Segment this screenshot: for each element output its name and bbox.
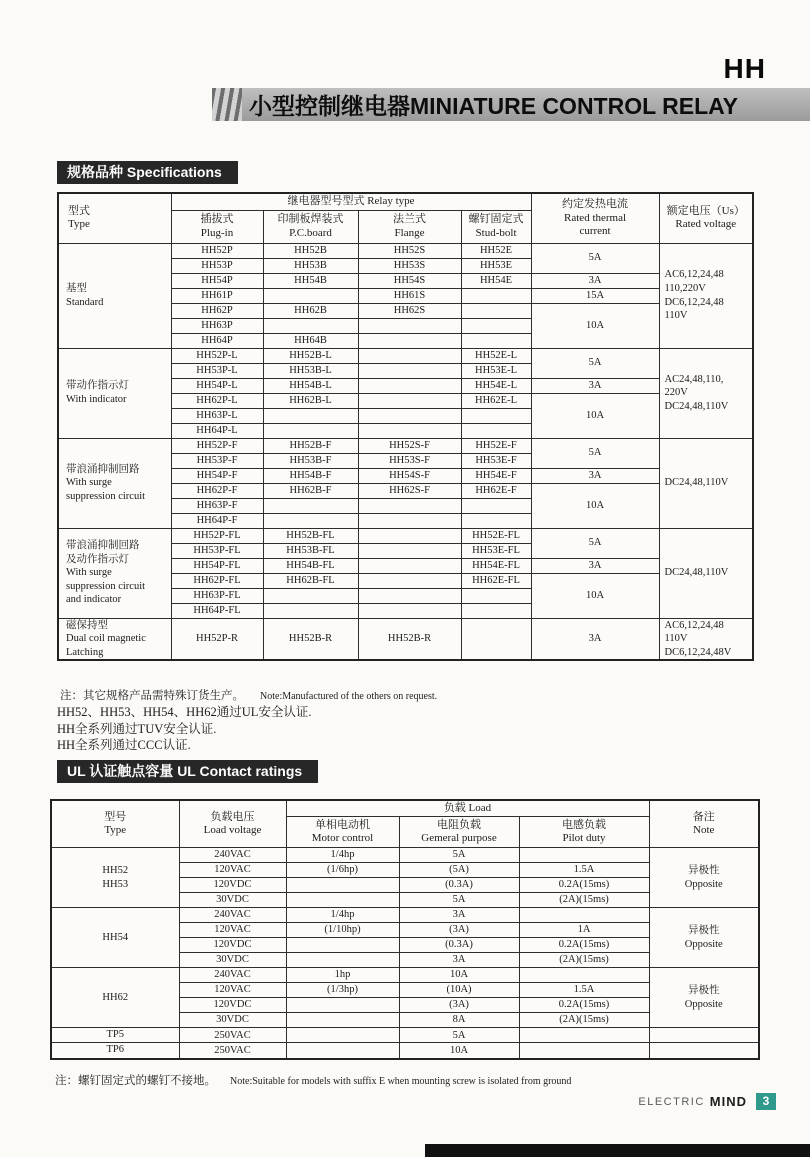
relay-model-cell: HH62S-F <box>358 483 461 498</box>
ul-table-row <box>51 848 759 863</box>
relay-model-cell <box>263 318 358 333</box>
relay-model-cell: HH62B-FL <box>263 573 358 588</box>
ul-table-row <box>51 1043 759 1059</box>
ul-col-pilot-header: 电感负载 Pilot duty <box>519 817 649 848</box>
ul-type-cell: TP6 <box>51 1043 179 1059</box>
relay-model-cell: HH52B-R <box>358 618 461 660</box>
relay-model-cell: HH61P <box>171 288 263 303</box>
relay-model-cell: HH62P-L <box>171 393 263 408</box>
specifications-table <box>57 192 754 661</box>
spec-table-row <box>58 243 753 258</box>
spec-table-header <box>58 193 753 243</box>
relay-model-cell <box>263 588 358 603</box>
ul-rating-cell: 10A <box>399 1043 519 1059</box>
ul-rating-cell <box>286 938 399 953</box>
ul-rating-cell <box>286 893 399 908</box>
relay-model-cell: HH52B-L <box>263 348 358 363</box>
relay-model-cell: HH54B-L <box>263 378 358 393</box>
relay-model-cell: HH53P-FL <box>171 543 263 558</box>
ul-rating-cell: 0.2A(15ms) <box>519 938 649 953</box>
ul-rating-cell: 1.5A <box>519 863 649 878</box>
ul-rating-cell <box>286 1013 399 1028</box>
relay-model-cell <box>263 513 358 528</box>
relay-model-cell: HH63P-L <box>171 408 263 423</box>
ul-rating-cell: 240VAC <box>179 908 286 923</box>
ul-rating-cell <box>286 1028 399 1043</box>
ul-rating-cell: 30VDC <box>179 953 286 968</box>
thermal-current-cell: 5A <box>531 528 659 558</box>
relay-model-cell: HH63P-F <box>171 498 263 513</box>
ul-rating-cell: (0.3A) <box>399 878 519 893</box>
relay-model-cell: HH54P-L <box>171 378 263 393</box>
ul-rating-cell: (1/6hp) <box>286 863 399 878</box>
ul-table-header <box>51 800 759 848</box>
relay-model-cell <box>358 363 461 378</box>
relay-model-cell: HH62B <box>263 303 358 318</box>
spec-note-en: Note:Manufactured of the others on request. <box>260 691 438 702</box>
thermal-current-cell: 3A <box>531 618 659 660</box>
relay-model-cell: HH62E-FL <box>461 573 531 588</box>
ul-rating-cell: 1.5A <box>519 983 649 998</box>
relay-model-cell: HH64P-FL <box>171 603 263 618</box>
rated-voltage-cell: AC24,48,110, 220V DC24,48,110V <box>659 348 753 438</box>
spec-col-voltage-header: 额定电压（Us） Rated voltage <box>659 193 753 243</box>
ul-rating-cell: 120VAC <box>179 923 286 938</box>
spec-group-label: 基型 Standard <box>58 243 171 348</box>
type-header-cn: 型式 <box>68 205 90 218</box>
ul-ratings-heading: UL 认证触点容量 UL Contact ratings <box>57 760 318 783</box>
ul-rating-cell: 120VDC <box>179 998 286 1013</box>
ul-rating-cell: (0.3A) <box>399 938 519 953</box>
footer-brand-light: ELECTRIC <box>638 1095 705 1108</box>
relay-model-cell: HH52P-L <box>171 348 263 363</box>
spec-col-studbolt-header: 螺钉固定式 Stud-bolt <box>461 210 531 243</box>
relay-model-cell <box>358 543 461 558</box>
page-footer <box>638 1093 776 1110</box>
ul-rating-cell: 250VAC <box>179 1028 286 1043</box>
ul-col-load-voltage-header: 负载电压 Load voltage <box>179 800 286 848</box>
certification-line: HH全系列通过CCC认证. <box>57 738 191 752</box>
relay-model-cell: HH62E-F <box>461 483 531 498</box>
relay-model-cell: HH52P-R <box>171 618 263 660</box>
certification-line: HH52、HH53、HH54、HH62通过UL安全认证. <box>57 705 312 719</box>
spec-group-label: 带浪涌抑制回路 及动作指示灯 With surge suppression circuit and indicator <box>58 528 171 618</box>
specifications-heading: 规格品种 Specifications <box>57 161 238 184</box>
relay-model-cell <box>263 498 358 513</box>
relay-model-cell <box>461 618 531 660</box>
relay-model-cell: HH64P-F <box>171 513 263 528</box>
relay-model-cell <box>263 423 358 438</box>
relay-model-cell <box>461 333 531 348</box>
ul-col-general-header: 电阻负载 Gemeral purpose <box>399 817 519 848</box>
ul-rating-cell: 240VAC <box>179 848 286 863</box>
relay-model-cell: HH62E-L <box>461 393 531 408</box>
relay-model-cell: HH63P <box>171 318 263 333</box>
relay-model-cell: HH54B-FL <box>263 558 358 573</box>
relay-model-cell: HH52B <box>263 243 358 258</box>
relay-model-cell <box>358 513 461 528</box>
relay-model-cell: HH53E-FL <box>461 543 531 558</box>
relay-model-cell <box>358 378 461 393</box>
ul-rating-cell: 8A <box>399 1013 519 1028</box>
relay-model-cell: HH52B-FL <box>263 528 358 543</box>
ul-type-cell: HH54 <box>51 908 179 968</box>
relay-model-cell <box>461 288 531 303</box>
ul-rating-cell <box>519 908 649 923</box>
relay-model-cell: HH61S <box>358 288 461 303</box>
ul-rating-cell: (1/10hp) <box>286 923 399 938</box>
thermal-current-cell: 5A <box>531 243 659 273</box>
ul-rating-cell: 120VDC <box>179 938 286 953</box>
ul-contact-ratings-table <box>50 799 760 1060</box>
spec-col-plugin-header: 插拔式 Plug-in <box>171 210 263 243</box>
thermal-current-cell: 15A <box>531 288 659 303</box>
relay-model-cell <box>358 528 461 543</box>
relay-model-cell: HH62B-F <box>263 483 358 498</box>
relay-model-cell: HH54P-F <box>171 468 263 483</box>
relay-model-cell <box>358 558 461 573</box>
ul-rating-cell: 1/4hp <box>286 908 399 923</box>
spec-group-label: 磁保持型 Dual coil magnetic Latching <box>58 618 171 660</box>
relay-model-cell: HH52B-F <box>263 438 358 453</box>
relay-model-cell <box>461 498 531 513</box>
ul-note-cn: 注：螺钉固定式的螺钉不接地。 <box>55 1075 216 1087</box>
type-header-en: Type <box>68 218 90 231</box>
relay-model-cell <box>263 288 358 303</box>
spec-group-label: 带浪涌抑制回路 With surge suppression circuit <box>58 438 171 528</box>
relay-model-cell <box>263 408 358 423</box>
ul-rating-cell <box>286 953 399 968</box>
relay-model-cell <box>358 603 461 618</box>
thermal-current-cell: 5A <box>531 438 659 468</box>
ul-rating-cell <box>286 998 399 1013</box>
relay-model-cell <box>358 408 461 423</box>
relay-model-cell: HH54E-L <box>461 378 531 393</box>
ul-rating-cell: 120VAC <box>179 983 286 998</box>
thermal-current-cell: 10A <box>531 483 659 528</box>
ul-note-en: Note:Suitable for models with suffix E when mounting screw is isolated from ground <box>230 1076 572 1087</box>
relay-model-cell: HH52P <box>171 243 263 258</box>
spec-note-cn: 注：其它规格产品需特殊订货生产。 <box>60 690 244 702</box>
banner-stripes-decoration <box>212 88 242 121</box>
ul-col-type-header: 型号 Type <box>51 800 179 848</box>
relay-model-cell: HH54E-FL <box>461 558 531 573</box>
ul-rating-cell: (3A) <box>399 923 519 938</box>
relay-model-cell: HH53P-F <box>171 453 263 468</box>
ul-rating-cell <box>286 878 399 893</box>
relay-model-cell <box>461 423 531 438</box>
relay-model-cell: HH64P <box>171 333 263 348</box>
ul-rating-cell: 10A <box>399 968 519 983</box>
ul-note-cell <box>649 1043 759 1059</box>
ul-rating-cell: 240VAC <box>179 968 286 983</box>
relay-model-cell: HH53B <box>263 258 358 273</box>
ul-rating-cell: (10A) <box>399 983 519 998</box>
relay-model-cell: HH62B-L <box>263 393 358 408</box>
spec-group-label: 带动作指示灯 With indicator <box>58 348 171 438</box>
relay-model-cell: HH53B-L <box>263 363 358 378</box>
relay-model-cell <box>358 348 461 363</box>
relay-model-cell: HH54B <box>263 273 358 288</box>
ul-rating-cell <box>519 848 649 863</box>
relay-model-cell <box>461 588 531 603</box>
ul-rating-cell: (3A) <box>399 998 519 1013</box>
ul-rating-cell: (1/3hp) <box>286 983 399 998</box>
relay-model-cell: HH52B-R <box>263 618 358 660</box>
thermal-current-cell: 10A <box>531 303 659 348</box>
ul-note-cell: 异极性 Opposite <box>649 968 759 1028</box>
relay-model-cell <box>358 318 461 333</box>
relay-model-cell: HH53E-L <box>461 363 531 378</box>
spec-table-row <box>58 348 753 363</box>
relay-model-cell: HH54B-F <box>263 468 358 483</box>
spec-table-row <box>58 438 753 453</box>
rated-voltage-cell: DC24,48,110V <box>659 528 753 618</box>
ul-note-cell: 异极性 Opposite <box>649 848 759 908</box>
ul-table-note <box>55 1072 571 1088</box>
relay-model-cell: HH62P-F <box>171 483 263 498</box>
relay-model-cell: HH52S-F <box>358 438 461 453</box>
title-banner <box>212 88 810 121</box>
page-title: 小型控制继电器MINIATURE CONTROL RELAY <box>249 93 738 119</box>
relay-model-cell <box>461 318 531 333</box>
ul-type-cell: TP5 <box>51 1028 179 1043</box>
relay-model-cell: HH53E-F <box>461 453 531 468</box>
spec-col-current-header: 约定发热电流 Rated thermal current <box>531 193 659 243</box>
ul-rating-cell: 1hp <box>286 968 399 983</box>
relay-model-cell: HH52E-FL <box>461 528 531 543</box>
relay-model-cell <box>461 603 531 618</box>
ul-rating-cell: 0.2A(15ms) <box>519 878 649 893</box>
spec-table-note <box>60 687 437 703</box>
relay-model-cell <box>358 498 461 513</box>
rated-voltage-cell: AC6,12,24,48 110,220V DC6,12,24,48 110V <box>659 243 753 348</box>
relay-model-cell: HH54S-F <box>358 468 461 483</box>
ul-note-cell: 异极性 Opposite <box>649 908 759 968</box>
thermal-current-cell: 3A <box>531 378 659 393</box>
relay-model-cell <box>358 588 461 603</box>
ul-rating-cell: 250VAC <box>179 1043 286 1059</box>
relay-model-cell: HH53S-F <box>358 453 461 468</box>
ul-rating-cell: 5A <box>399 893 519 908</box>
ul-col-note-header: 备注 Note <box>649 800 759 848</box>
relay-model-cell: HH52S <box>358 243 461 258</box>
relay-model-cell: HH53S <box>358 258 461 273</box>
relay-model-cell: HH54E <box>461 273 531 288</box>
relay-model-cell: HH63P-FL <box>171 588 263 603</box>
thermal-current-cell: 3A <box>531 558 659 573</box>
relay-model-cell: HH54P-FL <box>171 558 263 573</box>
ul-rating-cell: 5A <box>399 848 519 863</box>
certification-list <box>57 704 312 754</box>
relay-model-cell <box>263 603 358 618</box>
relay-model-cell <box>461 513 531 528</box>
spec-table-body <box>58 243 753 660</box>
ul-rating-cell: 120VDC <box>179 878 286 893</box>
relay-model-cell: HH52E-L <box>461 348 531 363</box>
ul-rating-cell: (2A)(15ms) <box>519 1013 649 1028</box>
spec-col-type-header <box>58 193 171 243</box>
ul-rating-cell: 3A <box>399 953 519 968</box>
ul-rating-cell: 30VDC <box>179 893 286 908</box>
thermal-current-cell: 3A <box>531 273 659 288</box>
relay-model-cell: HH54P <box>171 273 263 288</box>
ul-col-load-header: 负载 Load <box>286 800 649 817</box>
relay-model-cell: HH64P-L <box>171 423 263 438</box>
relay-model-cell <box>358 333 461 348</box>
relay-model-cell <box>358 423 461 438</box>
relay-model-cell: HH62P <box>171 303 263 318</box>
ul-col-motor-header: 单相电动机 Motor control <box>286 817 399 848</box>
relay-model-cell: HH62S <box>358 303 461 318</box>
ul-table-row <box>51 1028 759 1043</box>
thermal-current-cell: 5A <box>531 348 659 378</box>
relay-model-cell: HH52P-F <box>171 438 263 453</box>
spec-col-relay-type-header: 继电器型号型式 Relay type <box>171 193 531 210</box>
brand-logo: HH <box>723 53 766 84</box>
relay-model-cell <box>461 303 531 318</box>
ul-table-body <box>51 848 759 1059</box>
ul-rating-cell <box>519 968 649 983</box>
ul-rating-cell: (2A)(15ms) <box>519 953 649 968</box>
spec-col-flange-header: 法兰式 Flange <box>358 210 461 243</box>
spec-table-row <box>58 528 753 543</box>
ul-rating-cell: 1A <box>519 923 649 938</box>
relay-model-cell: HH54S <box>358 273 461 288</box>
relay-model-cell: HH52E-F <box>461 438 531 453</box>
relay-model-cell: HH53P <box>171 258 263 273</box>
ul-rating-cell: 1/4hp <box>286 848 399 863</box>
ul-note-cell <box>649 1028 759 1043</box>
ul-type-cell: HH52 HH53 <box>51 848 179 908</box>
ul-rating-cell: 120VAC <box>179 863 286 878</box>
certification-line: HH全系列通过TUV安全认证. <box>57 721 217 736</box>
relay-model-cell: HH53B-FL <box>263 543 358 558</box>
ul-type-cell: HH62 <box>51 968 179 1028</box>
thermal-current-cell: 10A <box>531 573 659 618</box>
ul-rating-cell <box>286 1043 399 1059</box>
relay-model-cell: HH62P-FL <box>171 573 263 588</box>
ul-rating-cell: 5A <box>399 1028 519 1043</box>
spec-table-row <box>58 618 753 660</box>
ul-rating-cell: 3A <box>399 908 519 923</box>
relay-model-cell: HH52P-FL <box>171 528 263 543</box>
ul-rating-cell: 30VDC <box>179 1013 286 1028</box>
rated-voltage-cell: DC24,48,110V <box>659 438 753 528</box>
ul-table-row <box>51 908 759 923</box>
thermal-current-cell: 10A <box>531 393 659 438</box>
thermal-current-cell: 3A <box>531 468 659 483</box>
bottom-edge-bar <box>425 1144 810 1157</box>
rated-voltage-cell: AC6,12,24,48 110V DC6,12,24,48V <box>659 618 753 660</box>
relay-model-cell <box>461 408 531 423</box>
relay-model-cell: HH53P-L <box>171 363 263 378</box>
relay-model-cell: HH52E <box>461 243 531 258</box>
ul-table-row <box>51 968 759 983</box>
ul-rating-cell <box>519 1028 649 1043</box>
relay-model-cell: HH53E <box>461 258 531 273</box>
footer-brand-bold: MIND <box>709 1094 747 1109</box>
page-number-badge: 3 <box>756 1093 776 1110</box>
ul-rating-cell <box>519 1043 649 1059</box>
relay-model-cell: HH54E-F <box>461 468 531 483</box>
ul-rating-cell: 0.2A(15ms) <box>519 998 649 1013</box>
ul-rating-cell: (2A)(15ms) <box>519 893 649 908</box>
relay-model-cell: HH64B <box>263 333 358 348</box>
ul-rating-cell: (5A) <box>399 863 519 878</box>
relay-model-cell <box>358 393 461 408</box>
relay-model-cell <box>358 573 461 588</box>
spec-col-pcboard-header: 印制板焊装式 P.C.board <box>263 210 358 243</box>
relay-model-cell: HH53B-F <box>263 453 358 468</box>
